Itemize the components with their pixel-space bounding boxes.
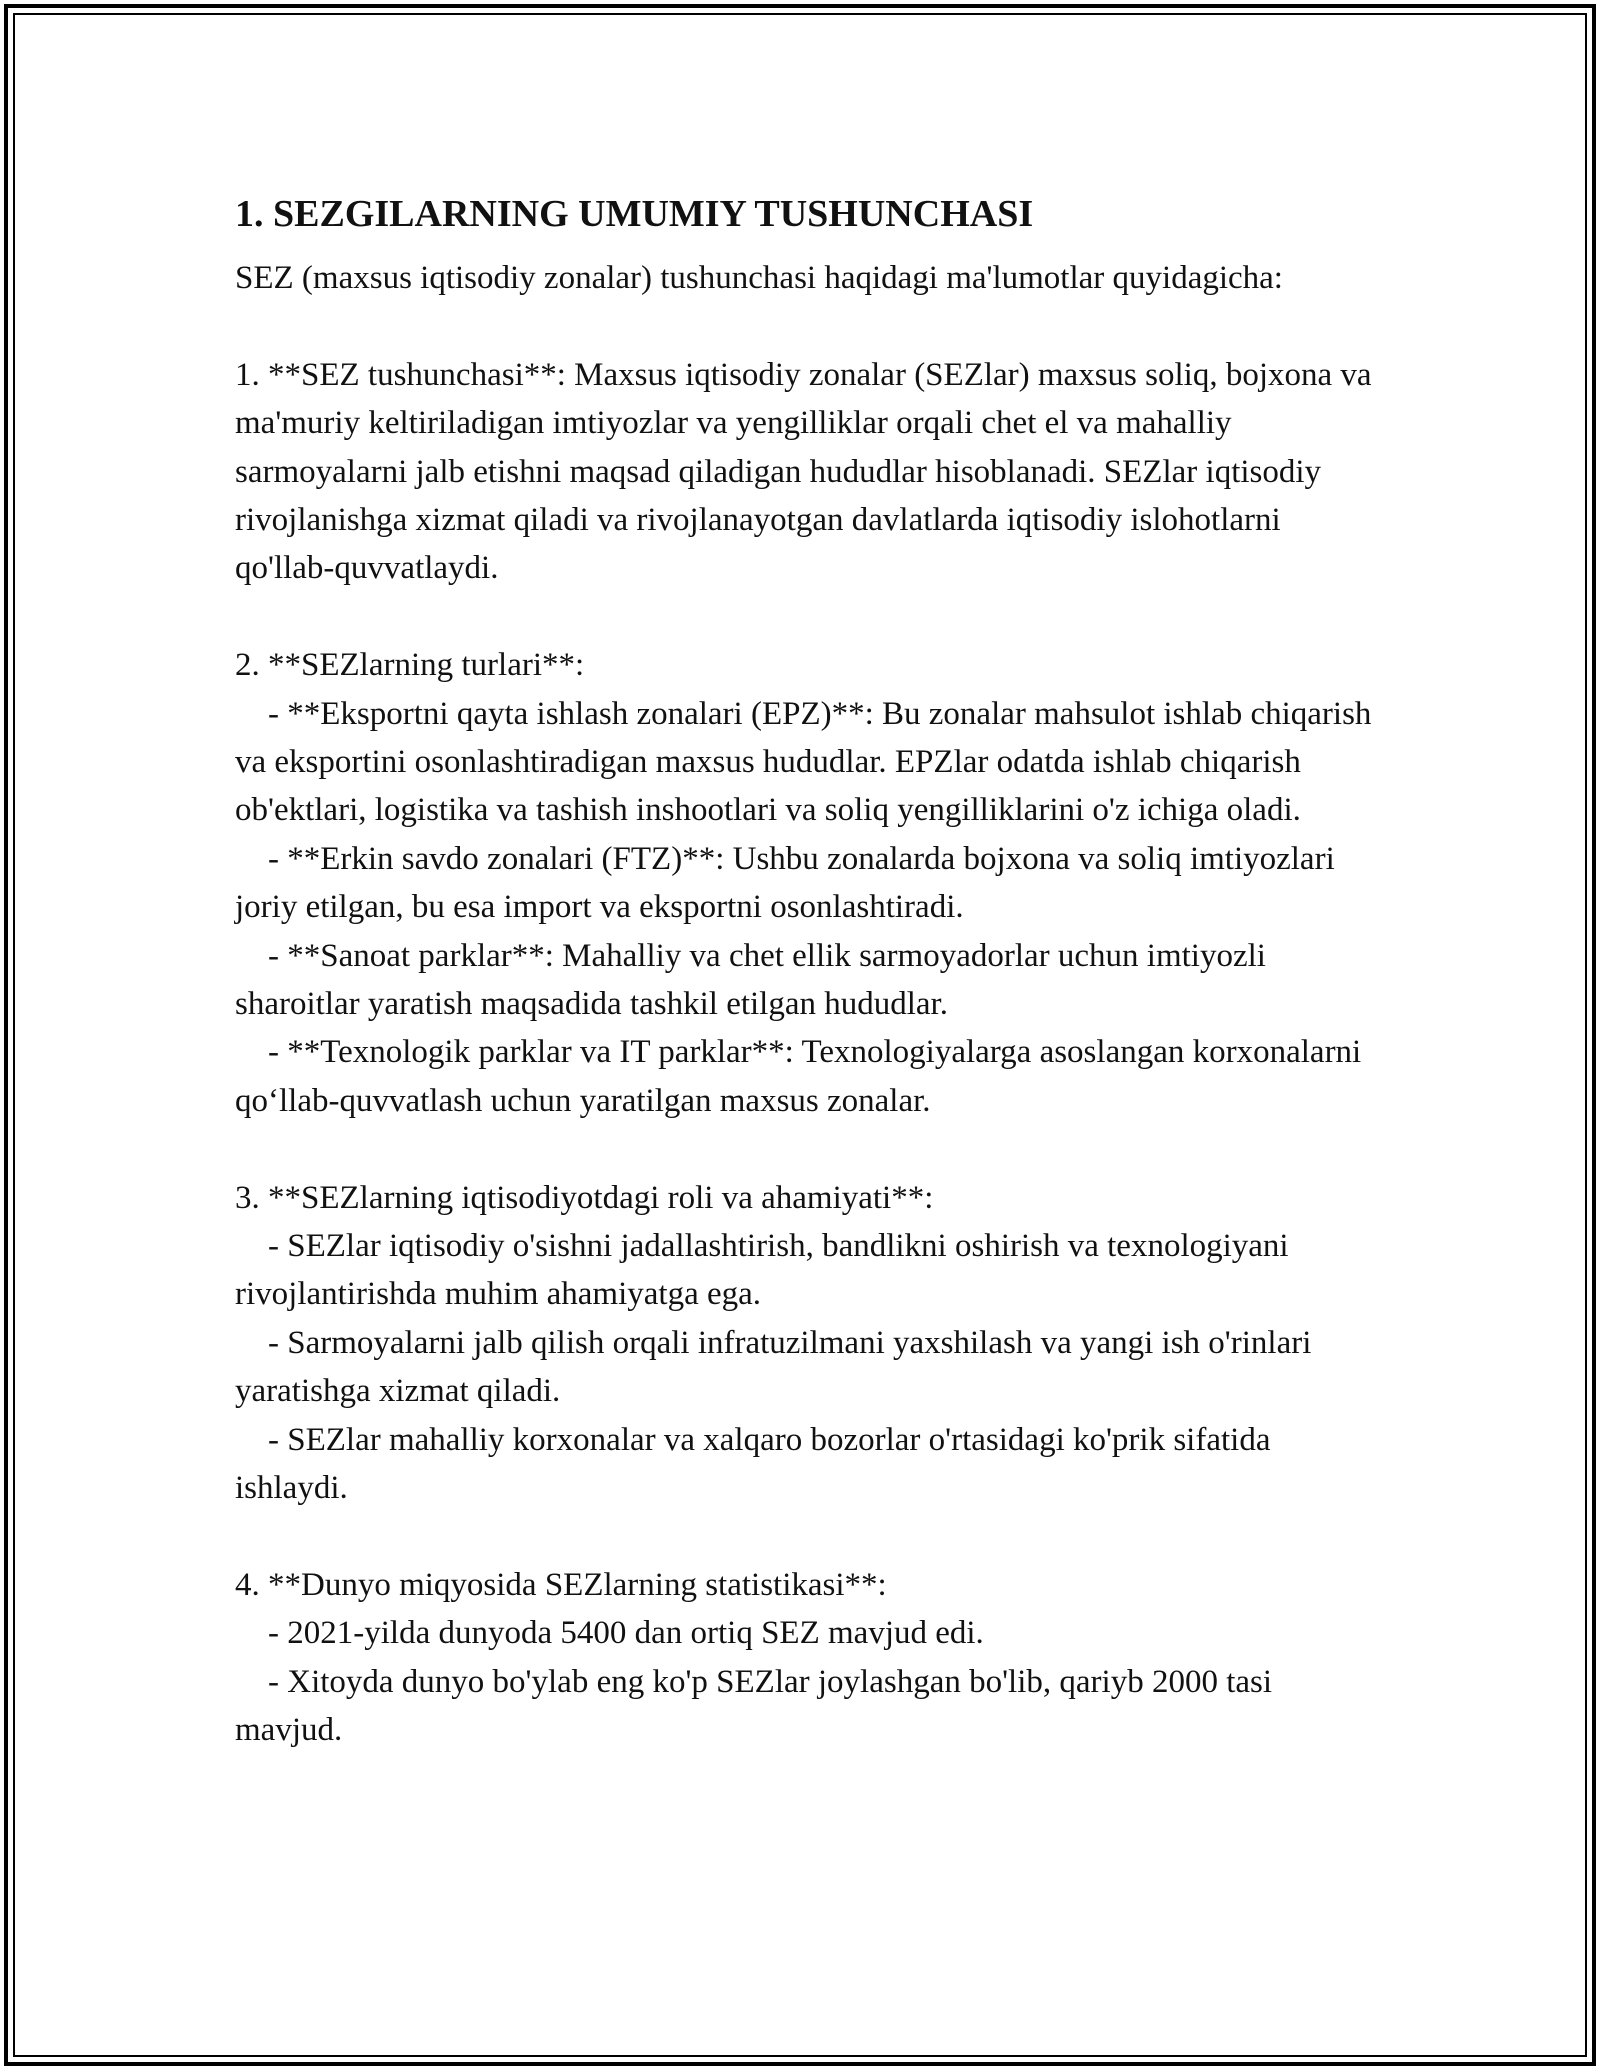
intro-paragraph: SEZ (maxsus iqtisodiy zonalar) tushunchasi haqidagi ma'lumotlar quyidagicha: — [235, 260, 1283, 296]
paragraph-spacer — [235, 1125, 1385, 1173]
section-2-heading: 2. **SEZlarning turlari**: — [235, 647, 585, 684]
document-title: 1. SEZGILARNING UMUMIY TUSHUNCHASI — [235, 193, 1034, 235]
section-2-item-ftz: - **Erkin savdo zonalari (FTZ)**: Ushbu zonalarda bojxona va soliq imtiyozlari joriy etilgan, bu esa import va eksportni osonlashtiradi. — [235, 840, 1343, 926]
section-4-heading: 4. **Dunyo miqyosida SEZlarning statistikasi**: — [235, 1566, 887, 1603]
section-3-heading: 3. **SEZlarning iqtisodiyotdagi roli va ahamiyati**: — [235, 1179, 934, 1216]
section-4-item-china: - Xitoyda dunyo bo'ylab eng ko'p SEZlar joylashgan bo'lib, qariyb 2000 tasi mavjud. — [235, 1663, 1281, 1749]
paragraph-spacer — [235, 593, 1385, 641]
section-2-item-industrial-parks: - **Sanoat parklar**: Mahalliy va chet ellik sarmoyadorlar uchun imtiyozli sharoitlar yaratish maqsadida tashkil etilgan hududlar. — [235, 937, 1275, 1023]
section-3-item-investment: - Sarmoyalarni jalb qilish orqali infratuzilmani yaxshilash va yangi ish o'rinlari yaratishga xizmat qiladi. — [235, 1324, 1320, 1410]
paragraph-spacer — [235, 302, 1385, 350]
section-2-item-tech-parks: - **Texnologik parklar va IT parklar**: Texnologiyalarga asoslangan korxonalarni qo‘llab-quvvatlash uchun yaratilgan maxsus zonalar. — [235, 1034, 1370, 1119]
document-body — [235, 188, 1385, 1755]
paragraph-spacer — [235, 1513, 1385, 1561]
section-4-item-world-count: - 2021-yilda dunyoda 5400 dan ortiq SEZ mavjud edi. — [235, 1615, 984, 1652]
section-2-item-epz: - **Eksportni qayta ishlash zonalari (EPZ)**: Bu zonalar mahsulot ishlab chiqarish va eksportini osonlashtiradigan maxsus hududlar. EPZlar odatda ishlab chiqarish ob'ektlari, logistika va tashish inshootlari va soliq yengilliklarini o'z ichiga oladi. — [235, 695, 1380, 829]
section-3-item-growth: - SEZlar iqtisodiy o'sishni jadallashtirish, bandlikni oshirish va texnologiyani rivojlantirishda muhim ahamiyatga ega. — [235, 1228, 1297, 1313]
section-3-item-bridge: - SEZlar mahalliy korxonalar va xalqaro bozorlar o'rtasidagi ko'prik sifatida ishlaydi. — [235, 1421, 1279, 1507]
section-1-paragraph: 1. **SEZ tushunchasi**: Maxsus iqtisodiy zonalar (SEZlar) maxsus soliq, bojxona va ma'muriy keltiriladigan imtiyozlar va yengilliklar orqali chet el va mahalliy sarmoyalarni jalb etishni maqsad qiladigan hududlar hisoblanadi. SEZlar iqtisodiy rivojlanishga xizmat qiladi va rivojlanayotgan davlatlarda iqtisodiy islohotlarni qo'llab-quvvatlaydi. — [235, 356, 1380, 587]
